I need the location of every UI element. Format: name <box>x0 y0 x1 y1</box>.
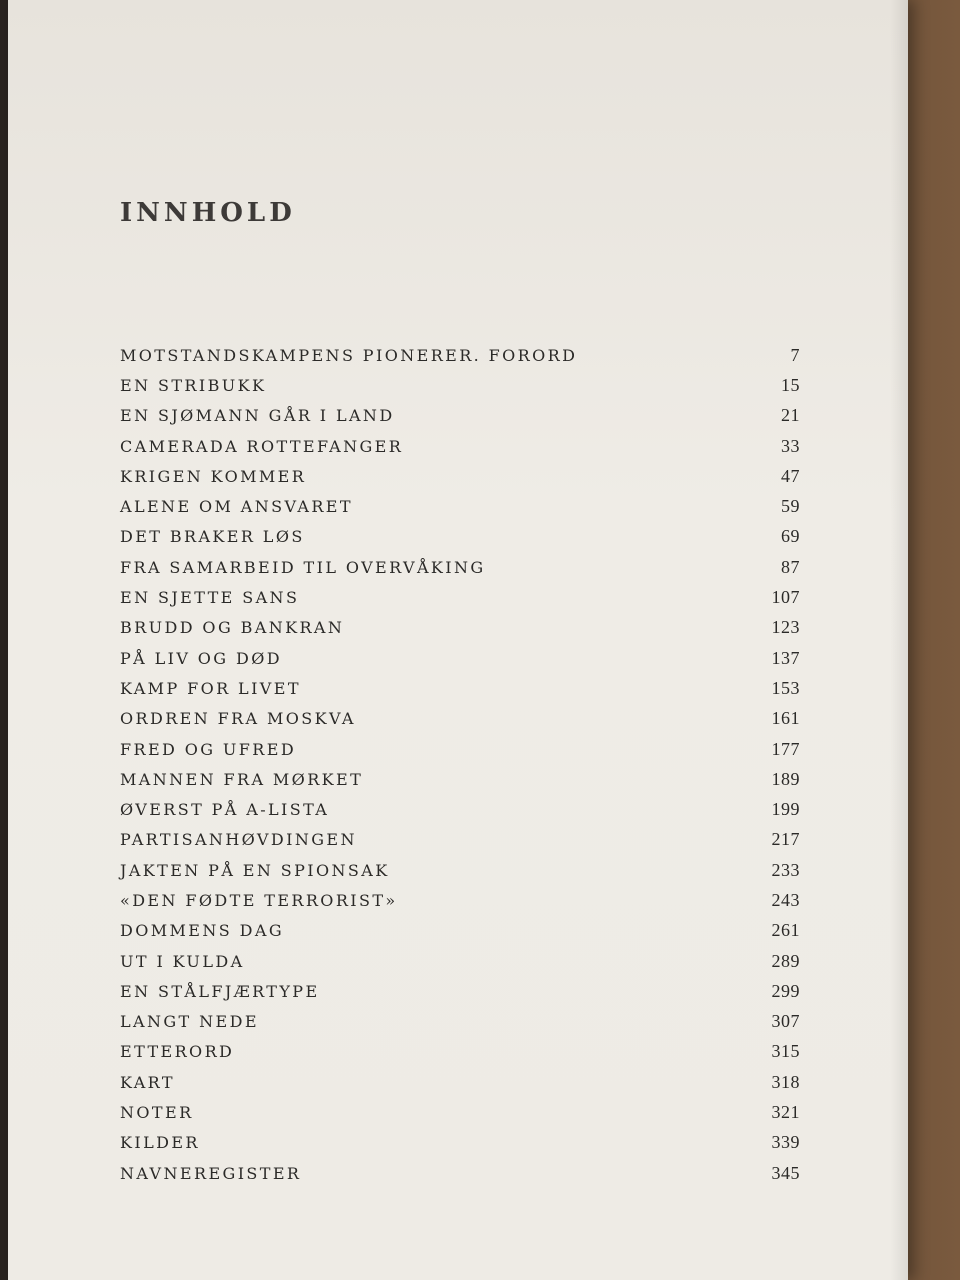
toc-entry-page: 199 <box>771 799 800 820</box>
book-page <box>8 0 908 1280</box>
toc-entry-page: 153 <box>771 677 800 698</box>
toc-entry-page: 33 <box>781 435 800 456</box>
toc-entry-title: KRIGEN KOMMER <box>120 466 307 486</box>
toc-entry-title: EN SJETTE SANS <box>120 588 300 608</box>
toc-entry-page: 345 <box>771 1162 800 1183</box>
toc-entry-page: 123 <box>771 617 800 638</box>
toc-entry-title: «DEN FØDTE TERRORIST» <box>120 890 398 910</box>
toc-entry-page: 315 <box>771 1041 800 1062</box>
toc-entry-page: 321 <box>771 1102 800 1123</box>
toc-entry <box>120 1158 800 1188</box>
toc-entry <box>120 1097 800 1127</box>
toc-entry-page: 339 <box>771 1132 800 1153</box>
toc-entry-title: JAKTEN PÅ EN SPIONSAK <box>120 860 390 880</box>
toc-entry-page: 307 <box>771 1011 800 1032</box>
toc-entry <box>120 552 800 582</box>
toc-entry-page: 261 <box>771 920 800 941</box>
toc-entry <box>120 1037 800 1067</box>
toc-entry-title: KAMP FOR LIVET <box>120 678 301 698</box>
table-of-contents <box>120 340 800 1188</box>
toc-entry-title: MANNEN FRA MØRKET <box>120 769 364 789</box>
toc-entry-title: NOTER <box>120 1103 194 1123</box>
toc-entry <box>120 1067 800 1097</box>
toc-entry <box>120 673 800 703</box>
toc-entry-page: 233 <box>771 859 800 880</box>
toc-entry <box>120 764 800 794</box>
toc-entry-page: 7 <box>790 344 800 365</box>
toc-entry-page: 161 <box>771 708 800 729</box>
toc-entry-title: EN STÅLFJÆRTYPE <box>120 981 320 1001</box>
toc-entry-title: CAMERADA ROTTEFANGER <box>120 436 404 456</box>
toc-entry-title: FRED OG UFRED <box>120 739 297 759</box>
toc-entry-title: KART <box>120 1072 175 1092</box>
toc-entry-page: 21 <box>781 405 800 426</box>
toc-entry-title: PARTISANHØVDINGEN <box>120 830 357 850</box>
toc-entry-page: 47 <box>781 465 800 486</box>
toc-entry-page: 299 <box>771 980 800 1001</box>
toc-entry-page: 59 <box>781 496 800 517</box>
page-title: INNHOLD <box>120 198 296 228</box>
toc-entry <box>120 825 800 855</box>
toc-entry-title: NAVNEREGISTER <box>120 1163 302 1183</box>
toc-entry-page: 289 <box>771 950 800 971</box>
toc-entry <box>120 916 800 946</box>
toc-entry <box>120 976 800 1006</box>
toc-entry-title: EN STRIBUKK <box>120 375 267 395</box>
toc-entry-title: ALENE OM ANSVARET <box>120 497 353 517</box>
toc-entry-title: KILDER <box>120 1133 200 1153</box>
toc-entry-title: ETTERORD <box>120 1042 235 1062</box>
toc-entry-page: 107 <box>771 587 800 608</box>
toc-entry-title: EN SJØMANN GÅR I LAND <box>120 406 395 426</box>
toc-entry <box>120 401 800 431</box>
toc-entry-page: 69 <box>781 526 800 547</box>
toc-entry <box>120 613 800 643</box>
toc-entry-page: 243 <box>771 889 800 910</box>
toc-entry <box>120 340 800 370</box>
toc-entry <box>120 582 800 612</box>
toc-entry <box>120 1007 800 1037</box>
toc-entry-page: 217 <box>771 829 800 850</box>
toc-entry <box>120 491 800 521</box>
toc-entry-title: UT I KULDA <box>120 951 245 971</box>
toc-entry-title: PÅ LIV OG DØD <box>120 648 282 668</box>
toc-entry <box>120 643 800 673</box>
toc-entry <box>120 704 800 734</box>
toc-entry <box>120 431 800 461</box>
toc-entry-title: MOTSTANDSKAMPENS PIONERER. FORORD <box>120 345 578 365</box>
toc-entry-title: ØVERST PÅ A-LISTA <box>120 800 330 820</box>
toc-entry <box>120 1128 800 1158</box>
toc-entry-page: 137 <box>771 647 800 668</box>
toc-entry-title: DOMMENS DAG <box>120 921 285 941</box>
toc-entry-page: 318 <box>771 1071 800 1092</box>
toc-entry <box>120 461 800 491</box>
toc-entry <box>120 855 800 885</box>
toc-entry <box>120 370 800 400</box>
toc-entry-page: 177 <box>771 738 800 759</box>
toc-entry-page: 15 <box>781 374 800 395</box>
toc-entry-page: 87 <box>781 556 800 577</box>
toc-entry-page: 189 <box>771 768 800 789</box>
toc-entry-title: LANGT NEDE <box>120 1012 259 1032</box>
toc-entry <box>120 794 800 824</box>
toc-entry-title: BRUDD OG BANKRAN <box>120 618 345 638</box>
toc-entry <box>120 734 800 764</box>
toc-entry-title: ORDREN FRA MOSKVA <box>120 709 356 729</box>
toc-entry <box>120 522 800 552</box>
toc-entry-title: DET BRAKER LØS <box>120 527 305 547</box>
toc-entry <box>120 885 800 915</box>
toc-entry <box>120 946 800 976</box>
toc-entry-title: FRA SAMARBEID TIL OVERVÅKING <box>120 557 486 577</box>
